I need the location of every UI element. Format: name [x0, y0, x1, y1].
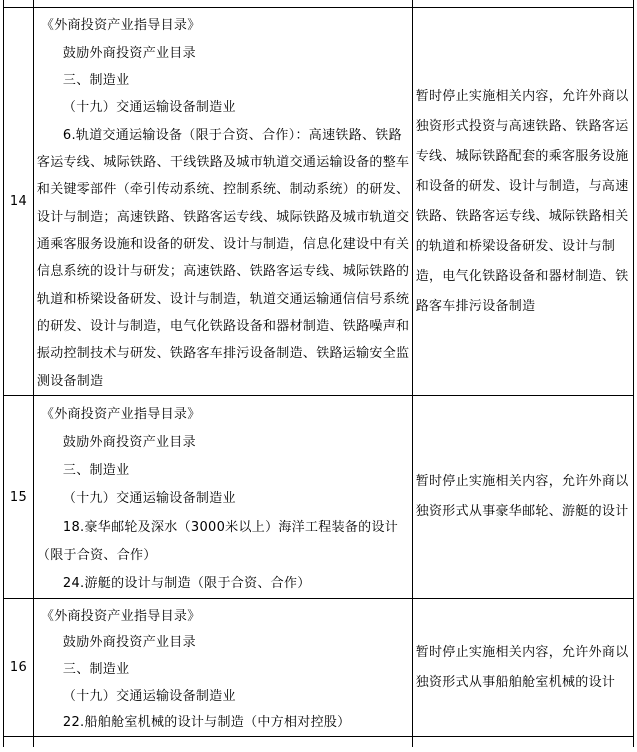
row-number: 14	[9, 194, 28, 209]
table-row	[4, 396, 633, 599]
note-line: 暂时停止实施相关内容，允许外商以	[415, 474, 629, 489]
note-line: 铁路、铁路客运专线、城际铁路相关	[415, 208, 629, 224]
row-number-cell	[4, 396, 34, 598]
catalog-line: 振动控制技术与研发、铁路客车排污设备制造、铁路运输安全监	[36, 346, 410, 362]
catalog-line: 设计与制造；高速铁路、铁路客运专线、城际铁路及城市轨道交	[36, 209, 410, 225]
row-number-cell	[4, 8, 34, 395]
row-number: 15	[9, 489, 28, 505]
catalog-cell	[34, 737, 413, 747]
catalog-line: 测设备制造	[36, 373, 104, 389]
catalog-line: （十九）交通运输设备制造业	[62, 491, 236, 507]
note-line: 独资形式从事豪华邮轮、游艇的设计	[415, 504, 629, 519]
catalog-line: 鼓励外商投资产业目录	[62, 434, 196, 450]
note-line: 独资形式投资与高速铁路、铁路客运	[415, 118, 629, 134]
catalog-line: 《外商投资产业指导目录》	[40, 406, 201, 422]
table-row	[4, 599, 633, 737]
partial-row-bottom	[4, 737, 633, 747]
reference-table	[3, 0, 634, 747]
row-number-cell	[4, 0, 34, 7]
catalog-cell	[34, 0, 413, 7]
note-line: 的轨道和桥梁设备研发、设计与制	[415, 238, 616, 254]
catalog-line: 客运专线、城际铁路、干线铁路及城市轨道交通运输设备的整车	[36, 154, 410, 170]
note-line: 路客车排污设备制造	[415, 298, 536, 314]
catalog-cell	[34, 599, 413, 736]
partial-row-top	[4, 0, 633, 8]
catalog-line: 24.游艇的设计与制造（限于合资、合作）	[62, 576, 311, 592]
catalog-line: 和关键零部件（牵引传动系统、控制系统、制动系统）的研发、	[36, 182, 410, 198]
note-line: 造，电气化铁路设备和器材制造、铁	[415, 268, 629, 284]
catalog-line: 6.轨道交通运输设备（限于合资、合作）：高速铁路、铁路	[62, 127, 402, 143]
catalog-cell	[34, 396, 413, 598]
note-line: 专线、城际铁路配套的乘客服务设施	[415, 148, 629, 164]
catalog-line: （限于合资、合作）	[36, 548, 157, 564]
catalog-line: 通乘客服务设施和设备的研发、设计与制造，信息化建设中有关	[36, 237, 410, 253]
note-cell	[413, 737, 633, 747]
catalog-line: 18.豪华邮轮及深水（3000米以上）海洋工程装备的设计	[62, 519, 399, 535]
catalog-line: 《外商投资产业指导目录》	[40, 18, 201, 34]
catalog-line: 三、制造业	[62, 463, 130, 479]
catalog-line: （十九）交通运输设备制造业	[62, 100, 236, 116]
row-number-cell	[4, 599, 34, 736]
row-number-cell	[4, 737, 34, 747]
catalog-line: （十九）交通运输设备制造业	[62, 688, 236, 704]
note-line: 和设备的研发、设计与制造，与高速	[415, 178, 629, 194]
note-cell	[413, 396, 633, 598]
table-row	[4, 8, 633, 396]
catalog-cell	[34, 8, 413, 395]
note-cell	[413, 599, 633, 736]
note-line: 暂时停止实施相关内容，允许外商以	[415, 88, 629, 104]
note-line: 暂时停止实施相关内容，允许外商以	[415, 644, 629, 660]
note-cell	[413, 8, 633, 395]
catalog-line: 三、制造业	[62, 661, 130, 677]
catalog-line: 鼓励外商投资产业目录	[62, 45, 196, 61]
note-cell	[413, 0, 633, 7]
catalog-line: 《外商投资产业指导目录》	[40, 608, 201, 624]
note-line: 独资形式从事船舶舱室机械的设计	[415, 674, 616, 690]
catalog-line: 鼓励外商投资产业目录	[62, 635, 196, 651]
catalog-line: 22.船舶舱室机械的设计与制造（中方相对控股）	[62, 715, 351, 731]
catalog-line: 轨道和桥梁设备研发、设计与制造，轨道交通运输通信信号系统	[36, 291, 410, 307]
catalog-line: 三、制造业	[62, 72, 130, 88]
catalog-line: 信息系统的设计与研发；高速铁路、铁路客运专线、城际铁路的	[36, 264, 410, 280]
catalog-line: 的研发、设计与制造，电气化铁路设备和器材制造、铁路噪声和	[36, 319, 410, 335]
row-number: 16	[9, 660, 28, 675]
